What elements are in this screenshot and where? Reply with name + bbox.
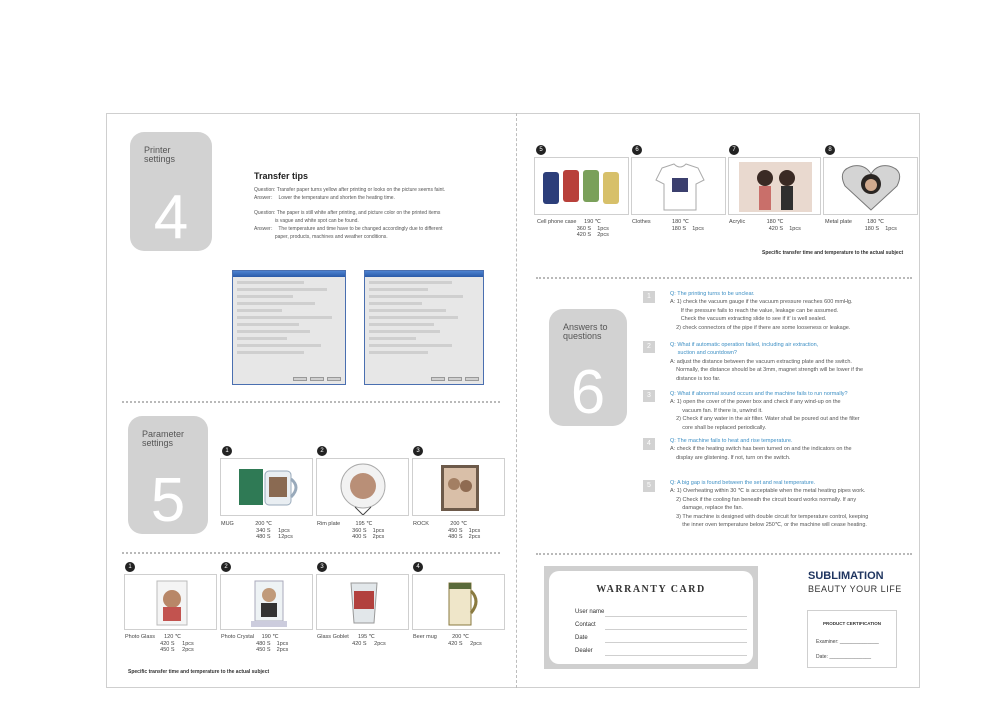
product-number: 8 bbox=[825, 145, 835, 155]
faq-answer: A: check if the heating switch has been turned on and the indicators on the display are glistening. If not, turn on the switch. bbox=[670, 446, 852, 461]
section-6-title: Answers to questions bbox=[563, 322, 608, 341]
section-4-title: Printer settings bbox=[144, 145, 176, 164]
cell-phone-case-photo bbox=[534, 157, 629, 215]
transfer-tips-heading: Transfer tips bbox=[254, 171, 309, 181]
product-certificate bbox=[807, 610, 897, 668]
product-caption: Clothes 180 ℃ 180 S 1pcs bbox=[632, 219, 704, 232]
certificate-examiner: Examiner: ______________ bbox=[816, 639, 879, 645]
certificate-date: Date: _______________ bbox=[816, 654, 872, 660]
product-caption: Metal plate 180 ℃ 180 S 1pcs bbox=[825, 219, 897, 232]
product-number: 3 bbox=[413, 446, 423, 456]
product-caption: Cell phone case 190 ℃ 360 S 1pcs 420 S 2pcs bbox=[537, 219, 609, 238]
acrylic-photo bbox=[728, 157, 821, 215]
faq-question: Q: What if automatic operation failed, including air extraction, suction and countdown? bbox=[670, 342, 819, 357]
tip-line: Answer： Lower the temperature and shorten the heating time. bbox=[254, 195, 395, 201]
tip-line: Answer： The temperature and time have to be changed accordingly due to different bbox=[254, 226, 443, 232]
product-number: 2 bbox=[317, 446, 327, 456]
product-caption: Photo Glass 120 ℃ 420 S 1pcs 450 S 2pcs bbox=[125, 634, 194, 653]
divider bbox=[122, 552, 500, 554]
glass-goblet-photo bbox=[316, 574, 409, 630]
fold-line bbox=[516, 113, 517, 688]
warranty-field-date: Date bbox=[575, 635, 588, 641]
brand-name: SUBLIMATION bbox=[808, 570, 884, 582]
brand-tagline: BEAUTY YOUR LIFE bbox=[808, 584, 902, 594]
section-5-tab bbox=[128, 416, 208, 534]
product-caption: Photo Crystal 190 ℃ 480 S 1pcs 450 S 2pcs bbox=[221, 634, 289, 653]
rim-plate-photo bbox=[316, 458, 409, 516]
divider bbox=[536, 277, 912, 279]
warranty-card bbox=[544, 566, 758, 669]
faq-answer: A: adjust the distance between the vacuum extracting plate and the switch. Normally, the distance should be at 3mm, magnet strength will be lower if the distance is too far. bbox=[670, 358, 864, 382]
product-caption: Acrylic 180 ℃ 420 S 1pcs bbox=[729, 219, 801, 232]
section-4-number: 4 bbox=[153, 183, 189, 252]
tip-line: is vague and white spot can be found. bbox=[254, 218, 359, 224]
faq-answer: A: 1) Overheating within 30 ℃ is acceptable when the metal heating pipes work. 2) Check if the cooling fan beneath the circuit board works normally. If any damage, replace the fan. 3) The machine is designed with double circuit for temperature control, keeping the inner oven temperature below 250℃, or the machine will cease heating. bbox=[670, 488, 869, 529]
section-6-tab bbox=[549, 309, 627, 426]
faq-question: Q: The printing turns to be unclear. bbox=[670, 291, 755, 297]
printer-dialog-screenshot-2 bbox=[364, 270, 484, 385]
tip-line: Question: The paper is still white after printing, and picture color on the printed items bbox=[254, 210, 441, 216]
printer-dialog-screenshot-1 bbox=[232, 270, 346, 385]
beer-mug-photo bbox=[412, 574, 505, 630]
faq-item bbox=[670, 390, 860, 432]
product-number: 1 bbox=[222, 446, 232, 456]
faq-question: Q: A big gap is found between the set and real temperature. bbox=[670, 480, 816, 486]
warranty-field-dealer: Dealer bbox=[575, 648, 593, 654]
divider bbox=[122, 401, 500, 403]
faq-number: 5 bbox=[643, 480, 655, 492]
faq-item bbox=[670, 341, 863, 383]
faq-item bbox=[670, 290, 853, 332]
left-footnote: Specific transfer time and temperature to the actual subject bbox=[128, 669, 270, 675]
product-number: 4 bbox=[413, 562, 423, 572]
tip-line: Question: Transfer paper turns yellow after printing or looks on the picture seems faint. bbox=[254, 187, 446, 193]
faq-item bbox=[670, 479, 868, 529]
rock-photo bbox=[412, 458, 505, 516]
certificate-title: PRODUCT CERTIFICATION bbox=[823, 621, 881, 626]
section-6-number: 6 bbox=[570, 358, 606, 427]
product-caption: MUG 200 ℃ 340 S 1pcs 480 S 12pcs bbox=[221, 521, 293, 540]
section-5-title: Parameter settings bbox=[142, 429, 185, 448]
faq-question: Q: The machine fails to heat and rise temperature. bbox=[670, 438, 793, 444]
product-number: 2 bbox=[221, 562, 231, 572]
section-4-tab bbox=[130, 132, 212, 251]
faq-number: 4 bbox=[643, 438, 655, 450]
product-caption: Glass Goblet 195 ℃ 420 S 2pcs bbox=[317, 634, 386, 647]
product-number: 3 bbox=[317, 562, 327, 572]
photo-glass-photo bbox=[124, 574, 217, 630]
product-caption: ROCK 200 ℃ 450 S 1pcs 480 S 2pcs bbox=[413, 521, 481, 540]
warranty-field-user-name: User name bbox=[575, 609, 605, 615]
warranty-card-title: WARRANTY CARD bbox=[596, 584, 706, 595]
product-number: 1 bbox=[125, 562, 135, 572]
section-5-number: 5 bbox=[150, 466, 186, 535]
right-footnote: Specific transfer time and temperature to the actual subject bbox=[762, 250, 904, 256]
tip-line: paper, products, machines and weather conditions. bbox=[254, 234, 388, 240]
faq-number: 2 bbox=[643, 341, 655, 353]
product-number: 6 bbox=[632, 145, 642, 155]
faq-item bbox=[670, 437, 852, 462]
product-caption: Rim plate 195 ℃ 360 S 1pcs 400 S 2pcs bbox=[317, 521, 385, 540]
faq-number: 3 bbox=[643, 390, 655, 402]
warranty-field-contact: Contact bbox=[575, 622, 596, 628]
product-number: 5 bbox=[536, 145, 546, 155]
metal-plate-photo bbox=[823, 157, 918, 215]
faq-answer: A: 1) open the cover of the power box and check if any wind-up on the vacuum fan. If there is, unwind it. 2) Check if any water in the air filter. Water shall be poured out and the filter core shall be replaced periodically. bbox=[670, 399, 860, 431]
mug-photo bbox=[220, 458, 313, 516]
product-caption: Beer mug 200 ℃ 420 S 2pcs bbox=[413, 634, 482, 647]
faq-question: Q: What if abnormal sound occurs and the machine fails to run normally? bbox=[670, 391, 848, 397]
faq-answer: A: 1) check the vacuum gauge if the vacuum pressure reaches 600 mmHg. If the pressure fails to reach the value, leakage can be assumed. Check the vacuum extracting slide to see if it' is well sealed. 2) check connectors of the pipe if there are some looseness or leakage. bbox=[670, 299, 853, 331]
faq-number: 1 bbox=[643, 291, 655, 303]
divider bbox=[536, 553, 912, 555]
clothes-photo bbox=[631, 157, 726, 215]
photo-crystal-photo bbox=[220, 574, 313, 630]
product-number: 7 bbox=[729, 145, 739, 155]
